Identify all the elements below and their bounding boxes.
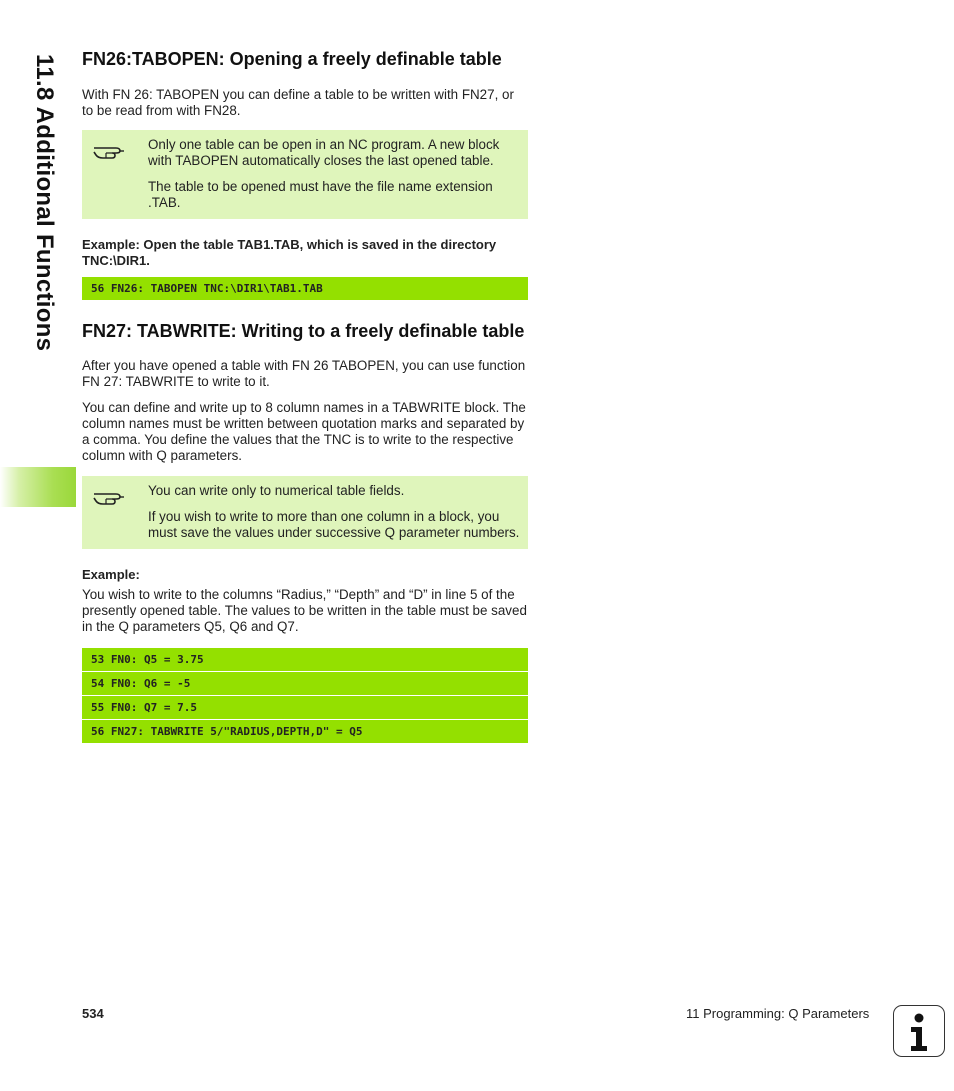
tabwrite-example-text: You wish to write to the columns “Radius,” “Depth” and “D” in line 5 of the presently opened table. The values to be written in the table must be saved in the Q parameters Q5, Q6 and Q7. [82,587,527,634]
section-heading-tabopen: FN26:TABOPEN: Opening a freely definable table [82,49,502,69]
tabwrite-note [82,476,528,549]
tabopen-note [82,130,528,219]
tabopen-note-line1: Only one table can be open in an NC program. A new block with TABOPEN automatically closes the last opened table. [148,137,500,168]
code-line: 53 FN0: Q5 = 3.75 [82,648,528,671]
code-line: 54 FN0: Q6 = -5 [82,672,528,695]
tabopen-example-heading: Example: Open the table TAB1.TAB, which is saved in the directory TNC:\DIR1. [82,237,497,268]
page-number: 534 [82,1006,104,1021]
sidebar-chapter-title-text: 11.8 Additional Functions [31,54,58,352]
tabwrite-para2: You can define and write up to 8 column names in a TABWRITE block. The column names must be written between quotation marks and separated by a comma. You define the values that the TNC is to write to the respective column with Q parameters. [82,400,526,463]
tabwrite-note-line1: You can write only to numerical table fields. [148,483,405,498]
code-line: 56 FN27: TABWRITE 5/"RADIUS,DEPTH,D" = Q5 [82,720,528,743]
main-content [82,48,528,743]
code-line: 56 FN26: TABOPEN TNC:\DIR1\TAB1.TAB [82,277,528,300]
pointing-hand-icon [92,486,126,508]
tabopen-intro: With FN 26: TABOPEN you can define a table to be written with FN27, or to be read from with FN28. [82,87,514,118]
pointing-hand-icon [92,140,126,162]
tabwrite-para1: After you have opened a table with FN 26 TABOPEN, you can use function FN 27: TABWRITE to write to it. [82,358,526,389]
tabopen-note-line2: The table to be opened must have the file name extension .TAB. [148,179,493,210]
sidebar-chapter-title [30,54,60,354]
tabwrite-note-line2: If you wish to write to more than one column in a block, you must save the values under successive Q parameter numbers. [148,509,520,540]
code-line: 55 FN0: Q7 = 7.5 [82,696,528,719]
tabwrite-example-heading: Example: [82,567,140,582]
chapter-tab-marker [0,467,76,507]
section-heading-tabwrite: FN27: TABWRITE: Writing to a freely definable table [82,321,525,341]
tabwrite-code-block [82,648,528,743]
info-glyph [894,1006,944,1056]
footer-chapter-title: 11 Programming: Q Parameters [686,1006,870,1021]
info-icon [893,1005,945,1057]
